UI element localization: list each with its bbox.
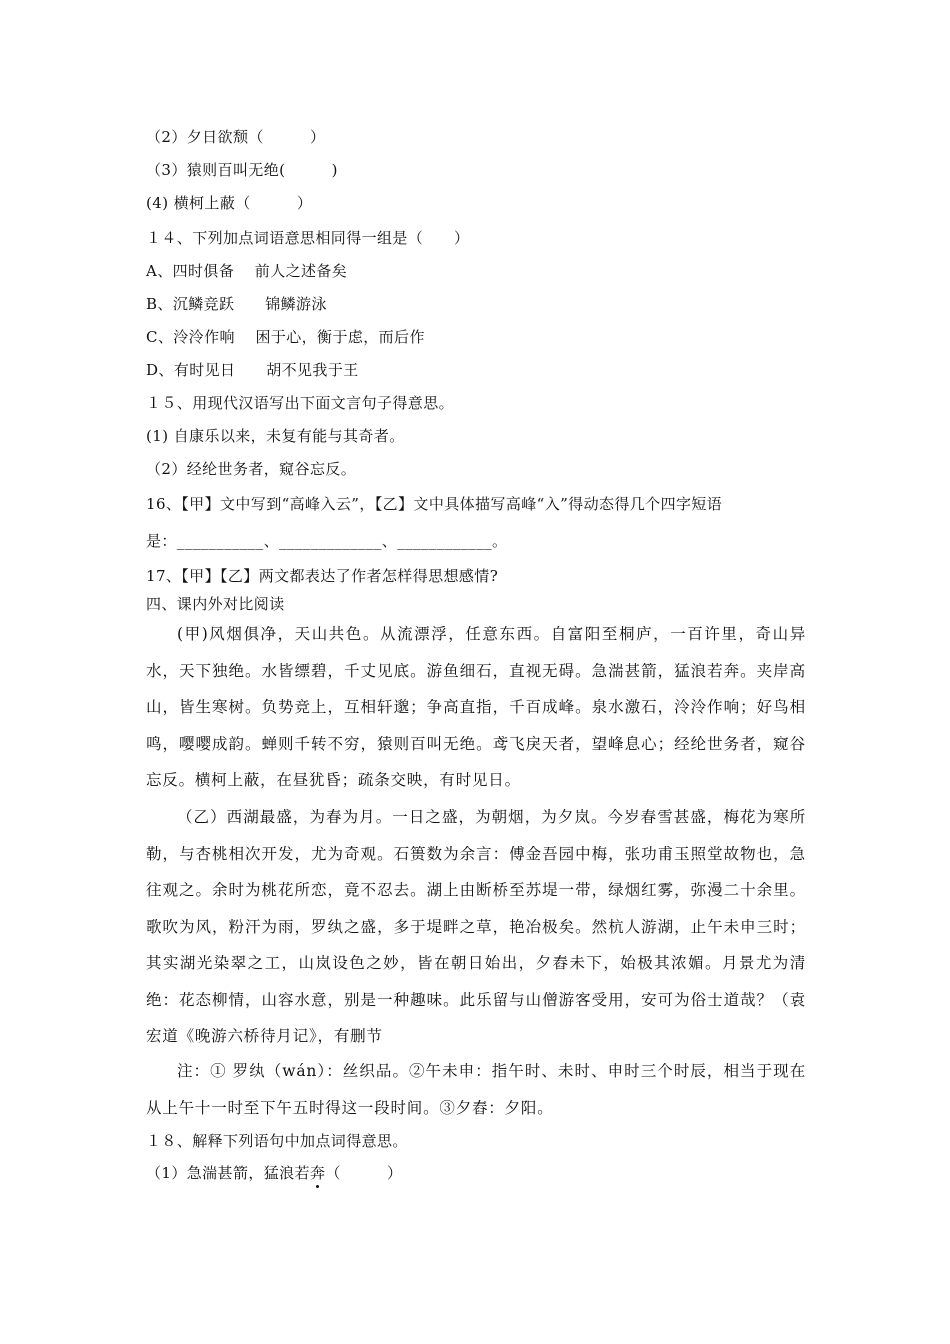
question-15-2: （2）经纶世务者，窥谷忘反。: [146, 460, 357, 478]
question-17: 17、【甲】【乙】两文都表达了作者怎样得思想感情?: [146, 567, 499, 585]
section-heading: 四、课内外对比阅读: [146, 595, 285, 613]
option-c: C、泠泠作响 困于心，衡于虑，而后作: [146, 328, 425, 346]
question-14: １４、下列加点词语意思相同得一组是（ ）: [146, 229, 470, 247]
option-a: A、四时俱备 前人之述备矣: [146, 262, 348, 280]
question-13-3: （3）猿则百叫无绝( ): [146, 161, 338, 179]
passage-yi: （乙）西湖最盛，为春为月。一日之盛，为朝烟，为夕岚。今岁春雪甚盛，梅花为寒所勒，与杏桃相次开发，尤为奇观。石篑数为余言：傅金吾园中梅，张功甫玉照堂故物也，急往观之。余时为桃花所恋，竟不忍去。湖上由断桥至苏堤一带，绿烟红雾，弥漫二十余里。歌吹为风，粉汗为雨，罗纨之盛，多于堤畔之草，艳冶极矣。然杭人游湖，止午未申三时；其实湖光染翠之工，山岚设色之妙，皆在朝日始出，夕舂未下，始极其浓媚。月景尤为清绝：花态柳情，山容水意，别是一种趣味。此乐留与山僧游客受用，安可为俗士道哉？（袁宏道《晚游六桥待月记》，有删节: [146, 808, 806, 1045]
question-15-1: (1) 自康乐以来，未复有能与其奇者。: [146, 427, 405, 445]
question-13-4: (4) 横柯上蔽（ ）: [146, 194, 313, 212]
passage-jia: (甲)风烟俱净，天山共色。从流漂浮，任意东西。自富阳至桐庐，一百许里，奇山异水，天下独绝。水皆缥碧，千丈见底。游鱼细石，直视无碍。急湍甚箭，猛浪若奔。夹岸高山，皆生寒树。负势竞上，互相轩邈；争高直指，千百成峰。泉水激石，泠泠作响；好鸟相鸣，嘤嘤成韵。蝉则千转不穷，猿则百叫无绝。鸢飞戾天者，望峰息心；经纶世务者，窥谷忘反。横柯上蔽，在昼犹昏；疏条交映，有时见日。: [146, 625, 806, 789]
question-18: １８、解释下列语句中加点词得意思。: [146, 1132, 408, 1150]
question-15: １５、用现代汉语写出下面文言句子得意思。: [146, 394, 455, 412]
answer-blank: （ ）: [325, 1164, 403, 1182]
question-13-2: （2）夕日欲颓（ ）: [146, 128, 326, 146]
question-16: 16、【甲】文中写到“高峰入云”，【乙】文中具体描写高峰“入”得动态得几个四字短语: [146, 495, 723, 513]
question-16-blanks: 是：___________、_____________、____________。: [146, 532, 508, 550]
emphasis-dot-word: 奔: [309, 1164, 326, 1182]
option-b: B、沉鳞竞跃 锦鳞游泳: [146, 295, 327, 313]
question-18-1: [146, 1163, 402, 1183]
option-d: D、有时见日 胡不见我于王: [146, 361, 359, 379]
annotation-notes: 注：① 罗纨（wán）：丝织品。②午未申：指午时、未时、申时三个时辰，相当于现在从上午十一时至下午五时得这一段时间。③夕舂：夕阳。: [146, 1062, 806, 1117]
question-18-1-text: （1）急湍甚箭，猛浪若: [146, 1164, 310, 1182]
